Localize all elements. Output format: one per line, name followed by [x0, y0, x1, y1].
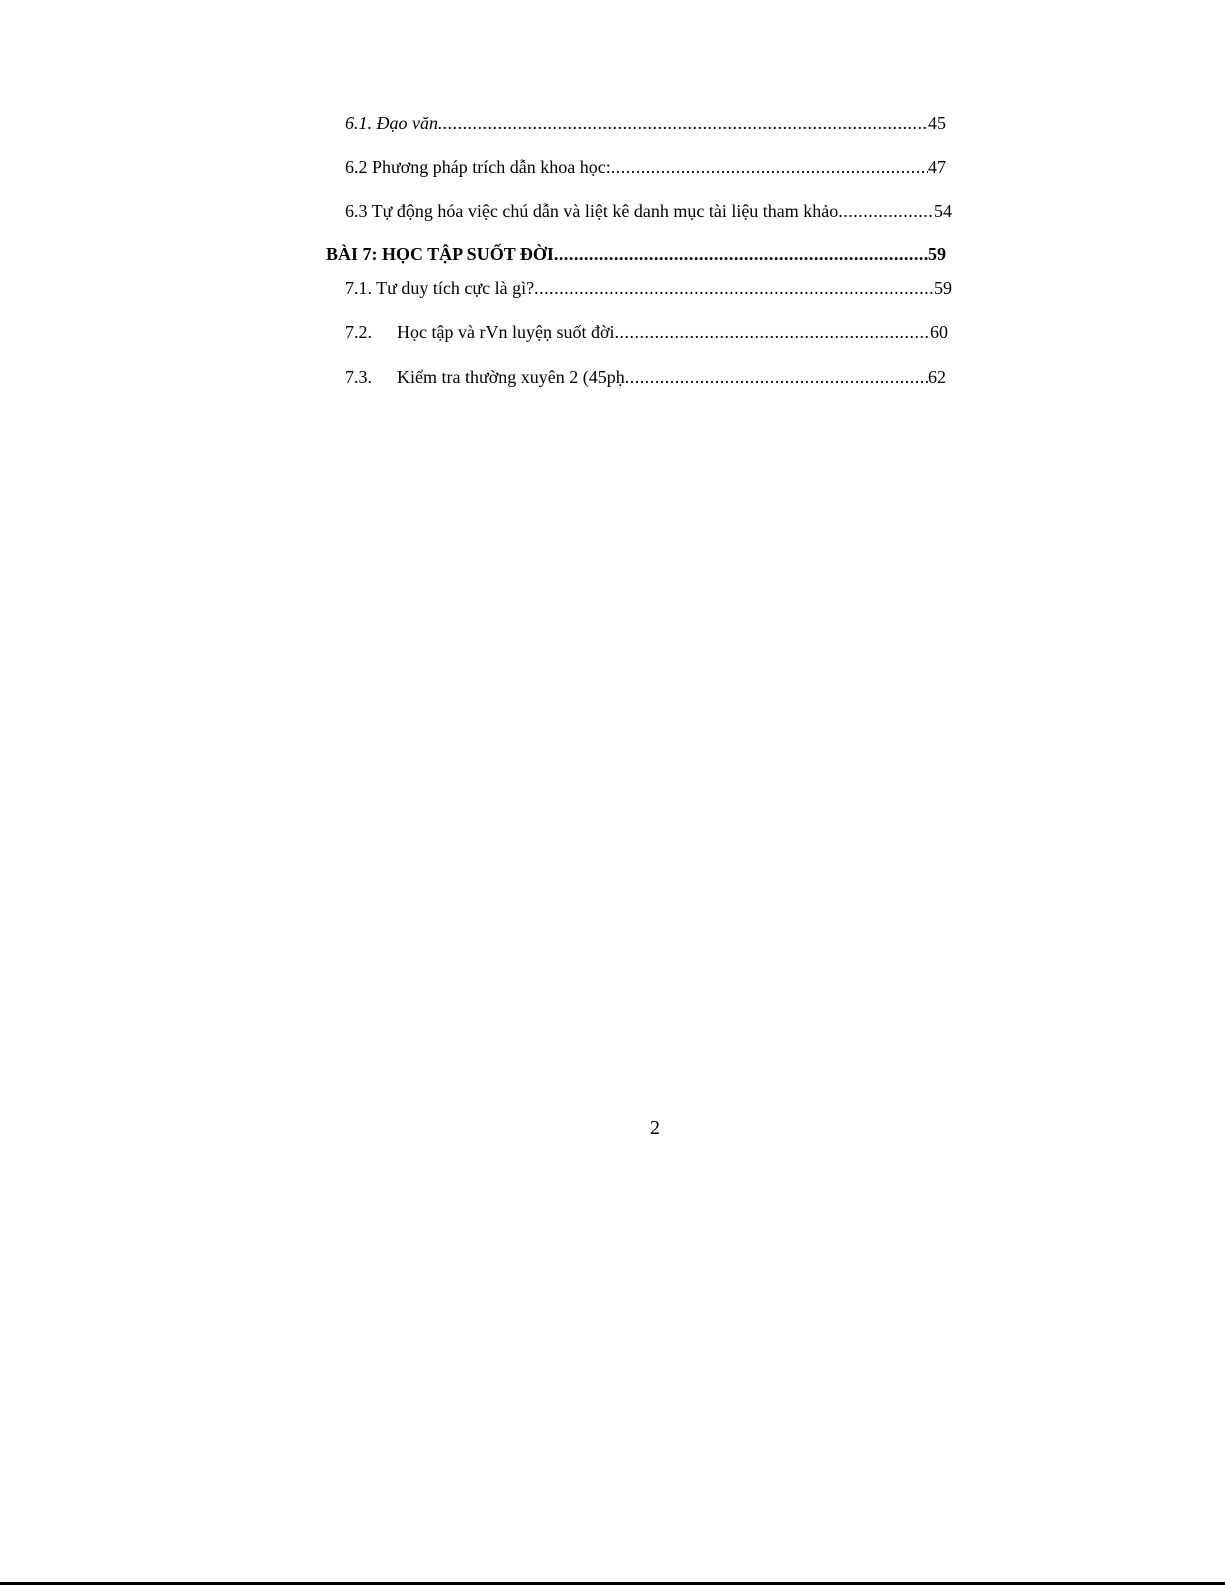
- toc-dot-leader: [534, 276, 934, 300]
- toc-dot-leader: [625, 365, 928, 389]
- toc-entry-title: Học tập và rVn luyệṇ suốt đời: [397, 322, 615, 342]
- toc-entry-number: 7.2.: [345, 322, 372, 342]
- toc-entry-page: 45: [928, 113, 946, 133]
- toc-dot-leader: [438, 111, 928, 135]
- toc-entry-label: [345, 320, 614, 344]
- toc-entry-page: 62: [928, 367, 946, 387]
- toc-entry-number: 7.3.: [345, 367, 372, 387]
- toc-entry-7-2[interactable]: [345, 320, 948, 344]
- toc-dot-leader: [614, 320, 930, 344]
- toc-entry-7-1[interactable]: [345, 276, 952, 300]
- page-number: 2: [650, 1117, 660, 1139]
- toc-entry-label: [345, 365, 625, 389]
- toc-entry-page: 60: [930, 322, 948, 342]
- toc-entry-page: 59: [928, 244, 946, 264]
- toc-entry-page: 47: [928, 157, 946, 177]
- toc-entry-6-1[interactable]: [345, 111, 946, 135]
- toc-dot-leader: [554, 242, 928, 266]
- toc-entry-title: 6.1. Đạo văn: [345, 113, 438, 133]
- toc-entry-page: 59: [934, 278, 952, 298]
- toc-entry-title: BÀI 7: HỌC TẬP SUỐT ĐỜI: [326, 244, 554, 264]
- toc-dot-leader: [838, 199, 934, 223]
- toc-entry-7-3[interactable]: [345, 365, 946, 389]
- toc-dot-leader: [611, 155, 928, 179]
- toc-entry-title: 6.2 Phương pháp trích dẫn khoa học:: [345, 157, 611, 177]
- toc-entry-bai-7[interactable]: [326, 242, 946, 266]
- toc-entry-title: Kiểm tra thường xuyên 2 (45pḥ: [397, 367, 625, 387]
- toc-entry-6-2[interactable]: [345, 155, 946, 179]
- toc-entry-6-3[interactable]: [345, 199, 952, 223]
- toc-entry-title: 7.1. Tư duy tích cực là gì?: [345, 278, 535, 298]
- toc-entry-title: 6.3 Tự động hóa việc chú dẫn và liệt kê danh mục tài liệu tham khảo: [345, 201, 839, 221]
- toc-entry-page: 54: [934, 201, 952, 221]
